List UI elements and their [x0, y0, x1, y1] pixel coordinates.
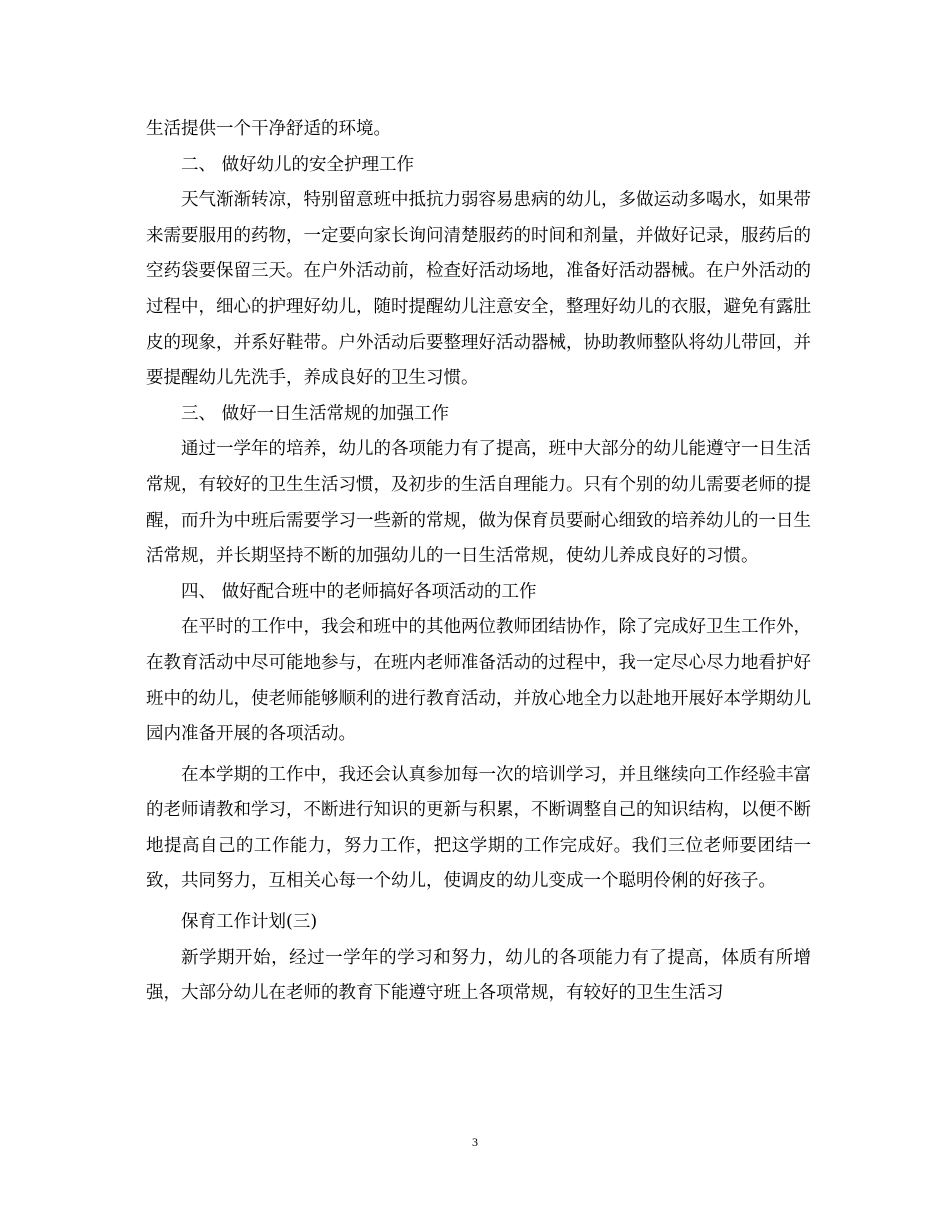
paragraph-continuation: 生活提供一个干净舒适的环境。	[146, 119, 391, 139]
section-heading-plan-three: 保育工作计划(三)	[181, 912, 318, 933]
section-heading-teacher-cooperation: 四、 做好配合班中的老师搞好各项活动的工作	[181, 581, 537, 602]
document-body	[146, 112, 811, 1012]
paragraph-safety-care: 天气渐渐转凉，特别留意班中抵抗力弱容易患病的幼儿，多做运动多喝水，如果带来需要服用的药物，一定要向家长询问清楚服药的时间和剂量，并做好记录，服药后的空药袋要保留三天。在户外活动前，检查好活动场地，准备好活动器械。在户外活动的过程中，细心的护理好幼儿，随时提醒幼儿注意安全，整理好幼儿的衣服，避免有露肚皮的现象，并系好鞋带。户外活动后要整理好活动器械，协助教师整队将幼儿带回，并要提醒幼儿先洗手，养成良好的卫生习惯。	[146, 190, 811, 389]
paragraph-teacher-cooperation: 在平时的工作中，我会和班中的其他两位教师团结协作，除了完成好卫生工作外，在教育活动中尽可能地参与，在班内老师准备活动的过程中，我一定尽心尽力地看护好班中的幼儿，使老师能够顺利的进行教育活动，并放心地全力以赴地开展好本学期幼儿园内准备开展的各项活动。	[146, 617, 811, 745]
paragraph-training-study: 在本学期的工作中，我还会认真参加每一次的培训学习，并且继续向工作经验丰富的老师请教和学习，不断进行知识的更新与积累，不断调整自己的知识结构，以便不断地提高自己的工作能力，努力工作，把这学期的工作完成好。我们三位老师要团结一致，共同努力，互相关心每一个幼儿，使调皮的幼儿变成一个聪明伶俐的好孩子。	[146, 764, 811, 892]
paragraph-new-semester: 新学期开始，经过一学年的学习和努力，幼儿的各项能力有了提高，体质有所增强，大部分幼儿在老师的教育下能遵守班上各项常规，有较好的卫生生活习	[146, 947, 811, 1004]
section-heading-safety-care: 二、 做好幼儿的安全护理工作	[181, 154, 415, 175]
paragraph-daily-routine: 通过一学年的培养，幼儿的各项能力有了提高，班中大部分的幼儿能遵守一日生活常规，有较好的卫生生活习惯，及初步的生活自理能力。只有个别的幼儿需要老师的提醒，而升为中班后需要学习一些新的常规，做为保育员要耐心细致的培养幼儿的一日生活常规，并长期坚持不断的加强幼儿的一日生活常规，使幼儿养成良好的习惯。	[146, 439, 811, 567]
page-number: 3	[472, 1135, 478, 1149]
section-heading-daily-routine: 三、 做好一日生活常规的加强工作	[181, 403, 450, 424]
